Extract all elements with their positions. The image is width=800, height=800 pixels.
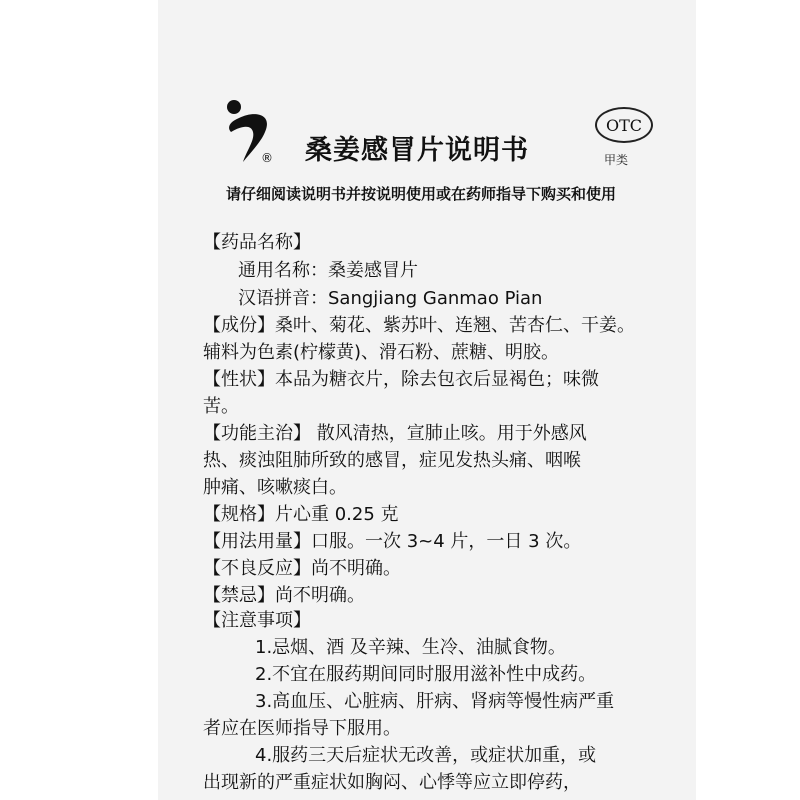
precaution-item-3-line-1: 3.高血压、心脏病、肝病、肾病等慢性病严重	[255, 691, 615, 712]
indications-line-1: 【功能主治】 散风清热，宣肺止咳。用于外感风	[203, 423, 587, 444]
section-heading-drug-name: 【药品名称】	[203, 232, 311, 253]
precaution-item-4-line-2: 出现新的严重症状如胸闷、心悸等应立即停药，	[203, 772, 581, 793]
otc-badge	[595, 107, 653, 143]
precaution-item-2: 2.不宜在服药期间同时服用滋补性中成药。	[255, 664, 597, 685]
precaution-item-3-line-2: 者应在医师指导下服用。	[203, 718, 401, 739]
contraindications: 【禁忌】尚不明确。	[203, 585, 365, 606]
instruction-leaflet	[158, 0, 696, 800]
generic-name: 通用名称：桑姜感冒片	[238, 260, 418, 281]
specification: 【规格】片心重 0.25 克	[203, 504, 399, 525]
otc-class-label: 甲类	[604, 153, 629, 167]
section-heading-precautions: 【注意事项】	[203, 610, 311, 631]
registered-mark: ®	[261, 151, 273, 165]
appearance-line-2: 苦。	[203, 396, 239, 417]
appearance-line-1: 【性状】本品为糖衣片，除去包衣后显褐色；味微	[203, 369, 599, 390]
otc-label: OTC	[605, 115, 643, 135]
brand-logo-icon	[221, 98, 275, 168]
document-title: 桑姜感冒片说明书	[305, 135, 529, 166]
usage-warning: 请仔细阅读说明书并按说明使用或在药师指导下购买和使用	[226, 185, 617, 203]
indications-line-2: 热、痰浊阻肺所致的感冒，症见发热头痛、咽喉	[203, 450, 581, 471]
pinyin-name: 汉语拼音：Sangjiang Ganmao Pian	[238, 288, 543, 309]
dosage: 【用法用量】口服。一次 3~4 片，一日 3 次。	[203, 531, 582, 552]
ingredients-line-2: 辅料为色素(柠檬黄)、滑石粉、蔗糖、明胶。	[203, 342, 560, 363]
ingredients-line-1: 【成份】桑叶、菊花、紫苏叶、连翘、苦杏仁、干姜。	[203, 315, 635, 336]
precaution-item-1: 1.忌烟、酒 及辛辣、生冷、油腻食物。	[255, 637, 566, 658]
precaution-item-4-line-1: 4.服药三天后症状无改善，或症状加重，或	[255, 745, 597, 766]
adverse-reactions: 【不良反应】尚不明确。	[203, 558, 401, 579]
indications-line-3: 肿痛、咳嗽痰白。	[203, 477, 347, 498]
